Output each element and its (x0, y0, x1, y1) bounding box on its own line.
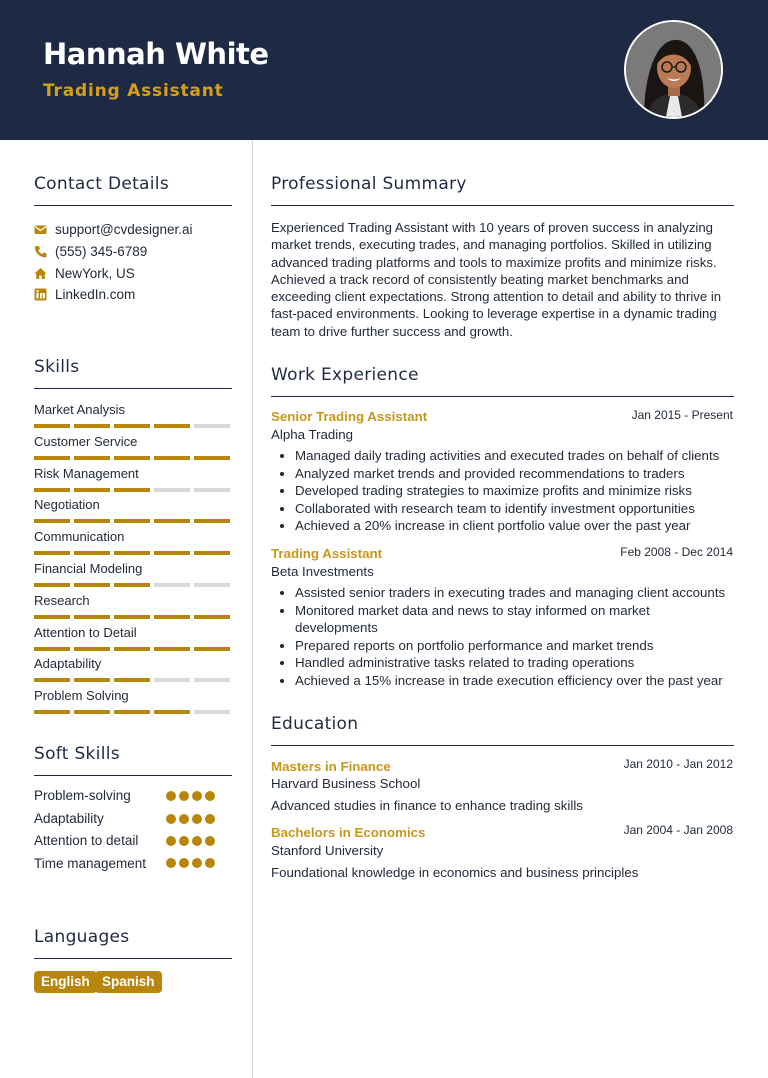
skill-level-bar (34, 710, 232, 714)
home-icon (34, 267, 47, 280)
skill-level-segment (194, 615, 230, 619)
job-bullet: Developed trading strategies to maximize profits and minimize risks (271, 482, 736, 500)
summary-heading: Professional Summary (271, 174, 467, 194)
skill-level-segment (34, 678, 70, 682)
skill-name: Problem Solving (34, 688, 129, 704)
rating-dot (192, 836, 202, 846)
job-bullet: Assisted senior traders in executing trades and managing client accounts (271, 584, 736, 602)
skill-level-segment (74, 456, 110, 460)
skill-level-bar (34, 424, 232, 428)
profile-photo-portrait (626, 22, 721, 117)
skill-level-segment (34, 456, 70, 460)
envelope-icon (34, 223, 47, 236)
skill-level-segment (154, 424, 190, 428)
skill-name: Customer Service (34, 433, 138, 449)
rating-dot (205, 814, 215, 824)
resume-header (0, 0, 768, 140)
soft-skill-name: Adaptability (34, 811, 104, 826)
skill-level-segment (154, 678, 190, 682)
contact-linkedin-text: LinkedIn.com (55, 287, 136, 302)
skill-level-bar (34, 456, 232, 460)
skill-item (34, 529, 232, 555)
rating-dot (205, 836, 215, 846)
job-bullet: Prepared reports on portfolio performance and market trends (271, 637, 736, 655)
skill-item (34, 656, 232, 682)
skill-level-bar (34, 615, 232, 619)
skill-level-segment (194, 710, 230, 714)
job-bullet: Handled administrative tasks related to trading operations (271, 654, 736, 672)
skill-level-segment (74, 424, 110, 428)
skill-level-segment (34, 583, 70, 587)
skill-level-segment (154, 583, 190, 587)
language-badge-english: English (34, 971, 97, 993)
rating-dot (205, 791, 215, 801)
skill-level-segment (114, 424, 150, 428)
skill-level-segment (34, 519, 70, 523)
degree-title: Masters in Finance (271, 759, 391, 774)
education-heading: Education (271, 714, 359, 734)
skill-level-segment (154, 615, 190, 619)
skill-level-segment (74, 519, 110, 523)
contact-phone-text: (555) 345-6789 (55, 244, 148, 259)
rating-dot (179, 814, 189, 824)
skill-name: Negotiation (34, 497, 100, 513)
job-bullet: Achieved a 15% increase in trade execution efficiency over the past year (271, 672, 736, 690)
skill-level-bar (34, 551, 232, 555)
rating-dot (179, 791, 189, 801)
skill-level-segment (74, 710, 110, 714)
skill-item (34, 402, 232, 428)
profile-photo (624, 20, 723, 119)
languages-heading: Languages (34, 927, 130, 947)
soft-skill-row (34, 833, 234, 848)
rating-dot (166, 858, 176, 868)
skill-level-bar (34, 519, 232, 523)
degree-description: Advanced studies in finance to enhance trading skills (271, 798, 583, 813)
skill-level-segment (154, 710, 190, 714)
rating-dot (205, 858, 215, 868)
phone-icon (34, 245, 47, 258)
soft-skill-rating (166, 836, 215, 846)
skill-level-segment (194, 678, 230, 682)
job-bullet: Monitored market data and news to stay informed on market developments (271, 602, 736, 637)
skill-level-segment (114, 647, 150, 651)
skill-level-segment (74, 678, 110, 682)
language-badge-spanish: Spanish (95, 971, 162, 993)
school-name: Stanford University (271, 843, 384, 858)
skill-level-segment (114, 678, 150, 682)
skill-level-segment (114, 710, 150, 714)
experience-rule (271, 396, 734, 397)
rating-dot (166, 836, 176, 846)
skill-name: Risk Management (34, 465, 139, 481)
education-rule (271, 745, 734, 746)
rating-dot (192, 814, 202, 824)
skill-level-segment (74, 488, 110, 492)
job-bullets (271, 447, 736, 535)
job-bullet: Achieved a 20% increase in client portfolio value over the past year (271, 517, 736, 535)
skill-level-segment (194, 647, 230, 651)
contact-phone[interactable] (34, 244, 147, 259)
skill-level-bar (34, 647, 232, 651)
languages-rule (34, 958, 232, 959)
job-title: Trading Assistant (271, 546, 383, 561)
soft-skill-rating (166, 858, 215, 868)
job-dates: Feb 2008 - Dec 2014 (620, 545, 733, 559)
skill-name: Adaptability (34, 656, 102, 672)
skill-level-segment (154, 488, 190, 492)
skill-level-segment (34, 710, 70, 714)
skill-item (34, 434, 232, 460)
soft-skill-row (34, 788, 234, 803)
school-name: Harvard Business School (271, 776, 421, 791)
skill-level-segment (194, 424, 230, 428)
skill-level-segment (114, 488, 150, 492)
soft-skills-heading: Soft Skills (34, 744, 120, 764)
skill-level-segment (74, 551, 110, 555)
skills-rule (34, 388, 232, 389)
job-title: Senior Trading Assistant (271, 409, 428, 424)
skill-level-segment (34, 647, 70, 651)
skill-level-segment (154, 519, 190, 523)
soft-skill-name: Problem-solving (34, 788, 131, 803)
skill-level-segment (154, 647, 190, 651)
skill-level-segment (34, 424, 70, 428)
soft-skill-row (34, 811, 234, 826)
skill-level-segment (74, 647, 110, 651)
skill-level-segment (194, 583, 230, 587)
job-company: Alpha Trading (271, 427, 354, 442)
linkedin-icon (34, 288, 47, 301)
skill-level-segment (114, 456, 150, 460)
degree-dates: Jan 2010 - Jan 2012 (623, 757, 733, 771)
soft-skills-rule (34, 775, 232, 776)
skill-level-bar (34, 583, 232, 587)
rating-dot (166, 814, 176, 824)
contact-location (34, 266, 135, 281)
skill-level-segment (194, 519, 230, 523)
summary-rule (271, 205, 734, 206)
skill-level-segment (154, 551, 190, 555)
skill-item (34, 593, 232, 619)
skills-heading: Skills (34, 357, 80, 377)
skill-level-segment (74, 615, 110, 619)
skill-item (34, 466, 232, 492)
skill-level-segment (154, 456, 190, 460)
contact-location-text: NewYork, US (55, 266, 135, 281)
skill-level-bar (34, 678, 232, 682)
job-bullet: Collaborated with research team to identify investment opportunities (271, 500, 736, 518)
skill-level-segment (114, 615, 150, 619)
soft-skill-rating (166, 791, 215, 801)
degree-description: Foundational knowledge in economics and business principles (271, 865, 639, 880)
contact-heading: Contact Details (34, 174, 169, 194)
job-bullets (271, 584, 736, 690)
degree-title: Bachelors in Economics (271, 825, 426, 840)
job-dates: Jan 2015 - Present (631, 408, 733, 422)
skill-level-segment (194, 456, 230, 460)
job-bullet: Analyzed market trends and provided recommendations to traders (271, 465, 736, 483)
skill-level-segment (114, 551, 150, 555)
skill-level-segment (34, 615, 70, 619)
rating-dot (192, 858, 202, 868)
rating-dot (179, 836, 189, 846)
skill-item (34, 625, 232, 651)
skill-item (34, 688, 232, 714)
degree-dates: Jan 2004 - Jan 2008 (623, 823, 733, 837)
contact-linkedin[interactable] (34, 287, 135, 302)
job-bullet: Managed daily trading activities and executed trades on behalf of clients (271, 447, 736, 465)
skill-name: Financial Modeling (34, 561, 143, 576)
contact-rule (34, 205, 232, 206)
soft-skill-row (34, 855, 154, 872)
skill-level-segment (194, 551, 230, 555)
summary-text: Experienced Trading Assistant with 10 years of proven success in analyzing market trends, executing trades, and managing portfolios. Skilled in utilizing advanced trading platforms and tools to maximize profits and minimize risks. Achieved a track record of consistently beating market benchmarks and exceeding client expectations. Strong attention to detail and ability to thrive in fast-paced environments. Looking to leverage expertise in a dynamic trading team to drive further success and growth. (271, 220, 722, 339)
skill-level-segment (114, 583, 150, 587)
contact-email-text: support@cvdesigner.ai (55, 222, 193, 237)
skill-level-segment (194, 488, 230, 492)
skill-name: Communication (34, 529, 125, 545)
skill-level-segment (74, 583, 110, 587)
skill-name: Research (34, 592, 90, 608)
rating-dot (166, 791, 176, 801)
skill-level-segment (114, 519, 150, 523)
skill-level-segment (34, 551, 70, 555)
contact-email[interactable] (34, 222, 193, 237)
skill-name: Attention to Detail (34, 624, 137, 640)
candidate-name: Hannah White (43, 37, 269, 71)
skill-level-segment (34, 488, 70, 492)
skill-item (34, 497, 232, 523)
skill-item (34, 561, 232, 587)
job-company: Beta Investments (271, 564, 374, 579)
soft-skill-name: Time management (34, 856, 147, 871)
rating-dot (192, 791, 202, 801)
skill-name: Market Analysis (34, 402, 126, 417)
experience-heading: Work Experience (271, 365, 419, 385)
skill-level-bar (34, 488, 232, 492)
column-divider (252, 140, 253, 1078)
candidate-role: Trading Assistant (43, 81, 224, 101)
rating-dot (179, 858, 189, 868)
soft-skill-rating (166, 814, 215, 824)
soft-skill-name: Attention to detail (34, 833, 139, 848)
